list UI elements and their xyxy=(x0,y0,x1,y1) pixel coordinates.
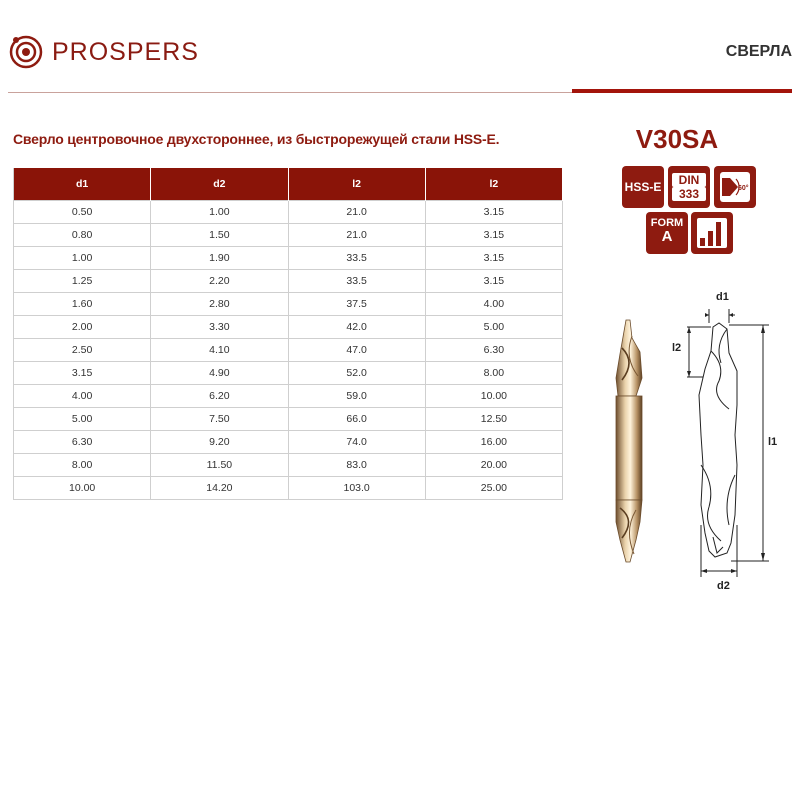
table-cell: 3.15 xyxy=(425,270,562,293)
table-row xyxy=(14,385,563,408)
table-cell: 59.0 xyxy=(288,385,425,408)
table-row xyxy=(14,454,563,477)
table-cell: 3.15 xyxy=(14,362,151,385)
drill-photo xyxy=(596,318,666,578)
table-row xyxy=(14,316,563,339)
dimension-d1-label: d1 xyxy=(716,291,729,303)
table-cell: 1.90 xyxy=(151,247,288,270)
table-cell: 2.80 xyxy=(151,293,288,316)
table-cell: 2.00 xyxy=(14,316,151,339)
table-row xyxy=(14,270,563,293)
table-cell: 6.20 xyxy=(151,385,288,408)
header-l2-second: l2 xyxy=(425,168,562,201)
table-row xyxy=(14,339,563,362)
table-cell: 4.90 xyxy=(151,362,288,385)
product-code: V30SA xyxy=(635,124,719,154)
table-cell: 21.0 xyxy=(288,224,425,247)
table-cell: 0.80 xyxy=(14,224,151,247)
brand-name: PROSPERS xyxy=(52,38,199,66)
angle-label: 60° xyxy=(738,185,749,192)
table-cell: 16.00 xyxy=(425,431,562,454)
table-cell: 52.0 xyxy=(288,362,425,385)
table-cell: 1.50 xyxy=(151,224,288,247)
table-cell: 4.00 xyxy=(425,293,562,316)
table-cell: 66.0 xyxy=(288,408,425,431)
dimension-d2-label: d2 xyxy=(717,580,730,592)
table-row xyxy=(14,247,563,270)
table-cell: 4.10 xyxy=(151,339,288,362)
table-cell: 3.15 xyxy=(425,201,562,224)
table-cell: 10.00 xyxy=(425,385,562,408)
table-cell: 3.15 xyxy=(425,224,562,247)
table-cell: 2.20 xyxy=(151,270,288,293)
table-cell: 5.00 xyxy=(14,408,151,431)
din-number: 333 xyxy=(672,187,706,201)
table-cell: 1.00 xyxy=(14,247,151,270)
table-cell: 33.5 xyxy=(288,247,425,270)
table-row xyxy=(14,224,563,247)
table-cell: 6.30 xyxy=(14,431,151,454)
table-cell: 103.0 xyxy=(288,477,425,500)
table-row xyxy=(14,408,563,431)
table-row xyxy=(14,201,563,224)
angle-badge xyxy=(714,166,756,208)
table-cell: 9.20 xyxy=(151,431,288,454)
form-letter: A xyxy=(661,228,673,245)
table-cell: 1.00 xyxy=(151,201,288,224)
table-cell: 47.0 xyxy=(288,339,425,362)
table-row xyxy=(14,362,563,385)
header-d1: d1 xyxy=(14,168,151,201)
table-cell: 37.5 xyxy=(288,293,425,316)
table-cell: 6.30 xyxy=(425,339,562,362)
product-description: Сверло центровочное двухстороннее, из быстрорежущей стали HSS-E. xyxy=(13,131,500,147)
dimension-l1-label: l1 xyxy=(768,436,778,448)
point-angle-icon xyxy=(714,166,756,208)
form-badge xyxy=(646,212,688,254)
table-cell: 12.50 xyxy=(425,408,562,431)
header-accent-bar xyxy=(572,89,792,93)
table-row xyxy=(14,477,563,500)
table-cell: 21.0 xyxy=(288,201,425,224)
table-cell: 8.00 xyxy=(14,454,151,477)
table-cell: 1.25 xyxy=(14,270,151,293)
table-cell: 3.30 xyxy=(151,316,288,339)
table-cell: 3.15 xyxy=(425,247,562,270)
form-label: FORM xyxy=(650,217,684,229)
table-cell: 2.50 xyxy=(14,339,151,362)
material-badge: HSS-E xyxy=(622,166,664,208)
table-header-row xyxy=(14,168,563,201)
header-d2: d2 xyxy=(151,168,288,201)
table-cell: 42.0 xyxy=(288,316,425,339)
table-cell: 5.00 xyxy=(425,316,562,339)
table-cell: 8.00 xyxy=(425,362,562,385)
table-cell: 33.5 xyxy=(288,270,425,293)
dimension-l2-label: l2 xyxy=(672,342,682,354)
table-cell: 83.0 xyxy=(288,454,425,477)
din-label: DIN xyxy=(672,173,706,187)
table-cell: 1.60 xyxy=(14,293,151,316)
table-cell: 10.00 xyxy=(14,477,151,500)
table-cell: 74.0 xyxy=(288,431,425,454)
table-cell: 4.00 xyxy=(14,385,151,408)
spec-table xyxy=(13,168,563,500)
din-badge xyxy=(668,166,710,208)
table-cell: 0.50 xyxy=(14,201,151,224)
table-row xyxy=(14,431,563,454)
bar-chart-icon xyxy=(691,212,733,254)
table-cell: 7.50 xyxy=(151,408,288,431)
section-title: СВЕРЛА xyxy=(725,43,792,60)
table-cell: 11.50 xyxy=(151,454,288,477)
table-cell: 14.20 xyxy=(151,477,288,500)
header-l2: l2 xyxy=(288,168,425,201)
table-cell: 25.00 xyxy=(425,477,562,500)
table-row xyxy=(14,293,563,316)
brand-logo-icon xyxy=(8,34,48,70)
table-cell: 20.00 xyxy=(425,454,562,477)
